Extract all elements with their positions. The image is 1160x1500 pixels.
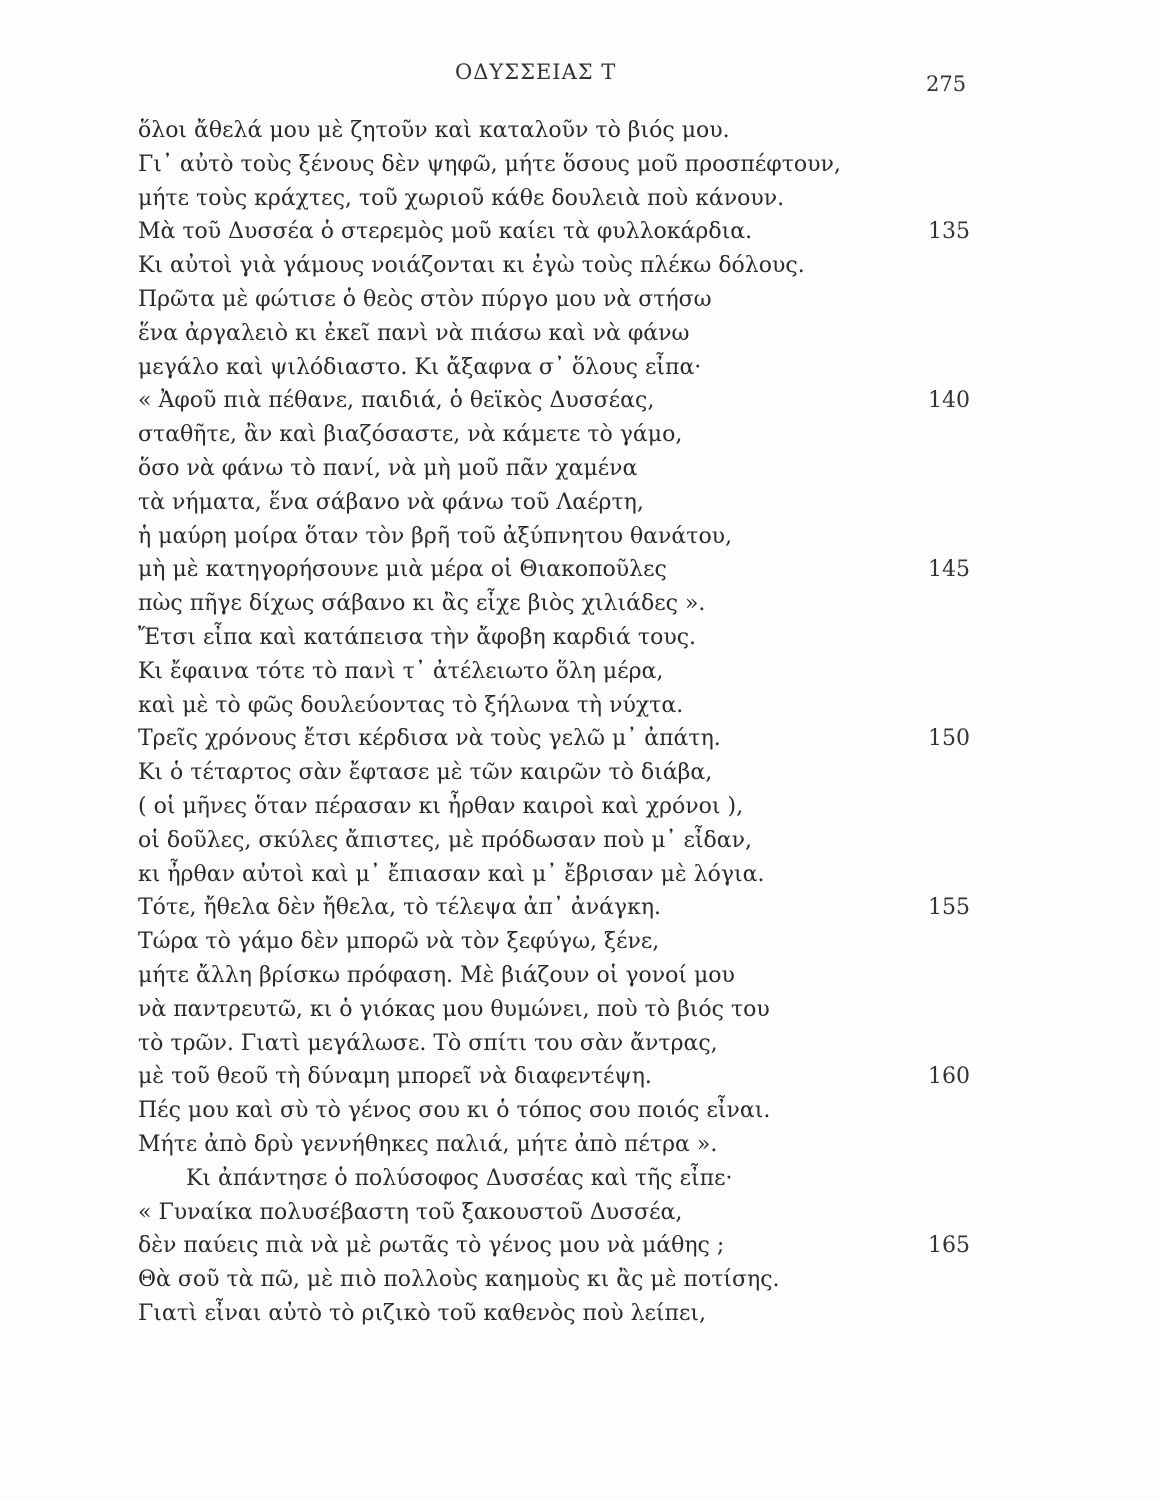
verse-line — [138, 486, 1018, 520]
line-number: 135 — [928, 219, 970, 245]
verse-text: Πρῶτα μὲ φώτισε ὁ θεὸς στὸν πύργο μου νὰ στήσω — [138, 286, 712, 312]
verse-text: Μὰ τοῦ Δυσσέα ὁ στερεμὸς μοῦ καίει τὰ φυλλοκάρδια. — [138, 219, 753, 245]
verse-text: Θὰ σοῦ τὰ πῶ, μὲ πιὸ πολλοὺς καημοὺς κι ἂς μὲ ποτίσης. — [138, 1267, 780, 1293]
verse-line — [138, 689, 1018, 723]
verse-line — [138, 722, 1018, 756]
verse-line — [138, 993, 1018, 1027]
verse-text: δὲν παύεις πιὰ νὰ μὲ ρωτᾶς τὸ γένος μου νὰ μάθης ; — [138, 1233, 725, 1259]
verse-line — [138, 317, 1018, 351]
verse-text: μεγάλο καὶ ψιλόδιαστο. Κι ἄξαφνα σ᾽ ὅλους εἶπα· — [138, 354, 702, 380]
verse-line — [138, 790, 1018, 824]
running-title: ΟΔΥΣΣΕΙΑΣ Τ — [455, 60, 617, 84]
verse-text: Τρεῖς χρόνους ἔτσι κέρδισα νὰ τοὺς γελῶ μ᾽ ἀπάτη. — [138, 726, 721, 752]
verse-text: ὅσο νὰ φάνω τὸ πανί, νὰ μὴ μοῦ πᾶν χαμένα — [138, 455, 638, 481]
verse-text: ( οἱ μῆνες ὅταν πέρασαν κι ἦρθαν καιροὶ καὶ χρόνοι ), — [138, 793, 744, 819]
verse-text: Κι ὁ τέταρτος σὰν ἔφτασε μὲ τῶν καιρῶν τὸ διάβα, — [138, 760, 713, 786]
verse-line — [138, 114, 1018, 148]
verse-text: Μήτε ἀπὸ δρὺ γεννήθηκες παλιά, μήτε ἀπὸ πέτρα ». — [138, 1131, 718, 1157]
verse-line — [138, 824, 1018, 858]
verse-text: « Ἀφοῦ πιὰ πέθανε, παιδιά, ὁ θεϊκὸς Δυσσέας, — [138, 388, 655, 414]
verse-text: μὲ τοῦ θεοῦ τὴ δύναμη μπορεῖ νὰ διαφεντέψη. — [138, 1064, 652, 1090]
verse-line — [138, 520, 1018, 554]
verse-line — [138, 553, 1018, 587]
verse-line — [138, 249, 1018, 283]
verse-text: τὰ νήματα, ἕνα σάβανο νὰ φάνω τοῦ Λαέρτη, — [138, 489, 644, 515]
verse-line — [138, 756, 1018, 790]
line-number: 155 — [928, 895, 970, 921]
verse-text: ἡ μαύρη μοίρα ὅταν τὸν βρῆ τοῦ ἀξύπνητου θανάτου, — [138, 523, 733, 549]
verse-line — [138, 1263, 1018, 1297]
verse-line — [138, 182, 1018, 216]
verse-text: ἕνα ἀργαλειὸ κι ἐκεῖ πανὶ νὰ πιάσω καὶ νὰ φάνω — [138, 320, 690, 346]
verse-text: « Γυναίκα πολυσέβαστη τοῦ ξακουστοῦ Δυσσέα, — [138, 1199, 683, 1225]
verse-line — [138, 655, 1018, 689]
verse-text: μήτε ἄλλη βρίσκω πρόφαση. Μὲ βιάζουν οἱ γονοί μου — [138, 962, 735, 988]
verse-line — [138, 925, 1018, 959]
verse-text: σταθῆτε, ἂν καὶ βιαζόσαστε, νὰ κάμετε τὸ γάμο, — [138, 422, 683, 448]
verse-text: μὴ μὲ κατηγορήσουνε μιὰ μέρα οἱ Θιακοποῦλες — [138, 557, 667, 583]
line-number: 160 — [928, 1064, 970, 1090]
verse-text: τὸ τρῶν. Γιατὶ μεγάλωσε. Τὸ σπίτι του σὰν ἄντρας, — [138, 1030, 718, 1056]
verse-line — [138, 959, 1018, 993]
verse-text: Γι᾽ αὐτὸ τοὺς ξένους δὲν ψηφῶ, μήτε ὅσους μοῦ προσπέφτουν, — [138, 151, 841, 177]
verse-line — [138, 148, 1018, 182]
verse-text: πὼς πῆγε δίχως σάβανο κι ἂς εἶχε βιὸς χιλιάδες ». — [138, 591, 706, 617]
verse-line — [138, 1162, 1018, 1196]
verse-line — [138, 418, 1018, 452]
line-number: 165 — [928, 1233, 970, 1259]
running-head — [0, 60, 1160, 96]
verse-text: μήτε τοὺς κράχτες, τοῦ χωριοῦ κάθε δουλειὰ ποὺ κάνουν. — [138, 185, 785, 211]
verse-text: Τότε, ἤθελα δὲν ἤθελα, τὸ τέλεψα ἀπ᾽ ἀνάγκη. — [138, 895, 662, 921]
verse-line — [138, 1094, 1018, 1128]
verse-line — [138, 283, 1018, 317]
line-number: 140 — [928, 388, 970, 414]
verse-line — [138, 621, 1018, 655]
verse-text: κι ἦρθαν αὐτοὶ καὶ μ᾽ ἔπιασαν καὶ μ᾽ ἔβρισαν μὲ λόγια. — [138, 861, 765, 887]
verse-text: Τώρα τὸ γάμο δὲν μπορῶ νὰ τὸν ξεφύγω, ξένε, — [138, 929, 660, 955]
verse-text: νὰ παντρευτῶ, κι ὁ γιόκας μου θυμώνει, ποὺ τὸ βιός του — [138, 996, 770, 1022]
verse-line — [138, 858, 1018, 892]
verse-text: Ἔτσι εἶπα καὶ κατάπεισα τὴν ἄφοβη καρδιά τους. — [138, 624, 697, 650]
verse-line — [138, 351, 1018, 385]
verse-line — [138, 215, 1018, 249]
line-number: 145 — [928, 557, 970, 583]
verse-text: Γιατὶ εἶναι αὐτὸ τὸ ριζικὸ τοῦ καθενὸς ποὺ λείπει, — [138, 1300, 707, 1326]
verse-line — [138, 1297, 1018, 1331]
verse-line — [138, 1128, 1018, 1162]
verse-line — [138, 384, 1018, 418]
verse-text: Πές μου καὶ σὺ τὸ γένος σου κι ὁ τόπος σου ποιός εἶναι. — [138, 1098, 771, 1124]
line-number: 150 — [928, 726, 970, 752]
verse-text: Κι αὐτοὶ γιὰ γάμους νοιάζονται κι ἐγὼ τοὺς πλέκω δόλους. — [138, 253, 805, 279]
verse-line — [138, 452, 1018, 486]
verse-text: ὅλοι ἄθελά μου μὲ ζητοῦν καὶ καταλοῦν τὸ βιός μου. — [138, 118, 730, 143]
verse-text: καὶ μὲ τὸ φῶς δουλεύοντας τὸ ξήλωνα τὴ νύχτα. — [138, 692, 684, 718]
verse-line — [138, 1229, 1018, 1263]
verse-line — [138, 1196, 1018, 1230]
verse-line — [138, 1027, 1018, 1061]
verse-text: Κι ἀπάντησε ὁ πολύσοφος Δυσσέας καὶ τῆς εἶπε· — [186, 1165, 733, 1191]
verse-text: Κι ἔφαινα τότε τὸ πανὶ τ᾽ ἀτέλειωτο ὅλη μέρα, — [138, 658, 664, 684]
page-number: 275 — [926, 72, 967, 96]
verse-block — [138, 114, 1018, 1331]
verse-line — [138, 891, 1018, 925]
verse-line — [138, 1060, 1018, 1094]
verse-line — [138, 587, 1018, 621]
verse-text: οἱ δοῦλες, σκύλες ἄπιστες, μὲ πρόδωσαν ποὺ μ᾽ εἶδαν, — [138, 827, 753, 853]
